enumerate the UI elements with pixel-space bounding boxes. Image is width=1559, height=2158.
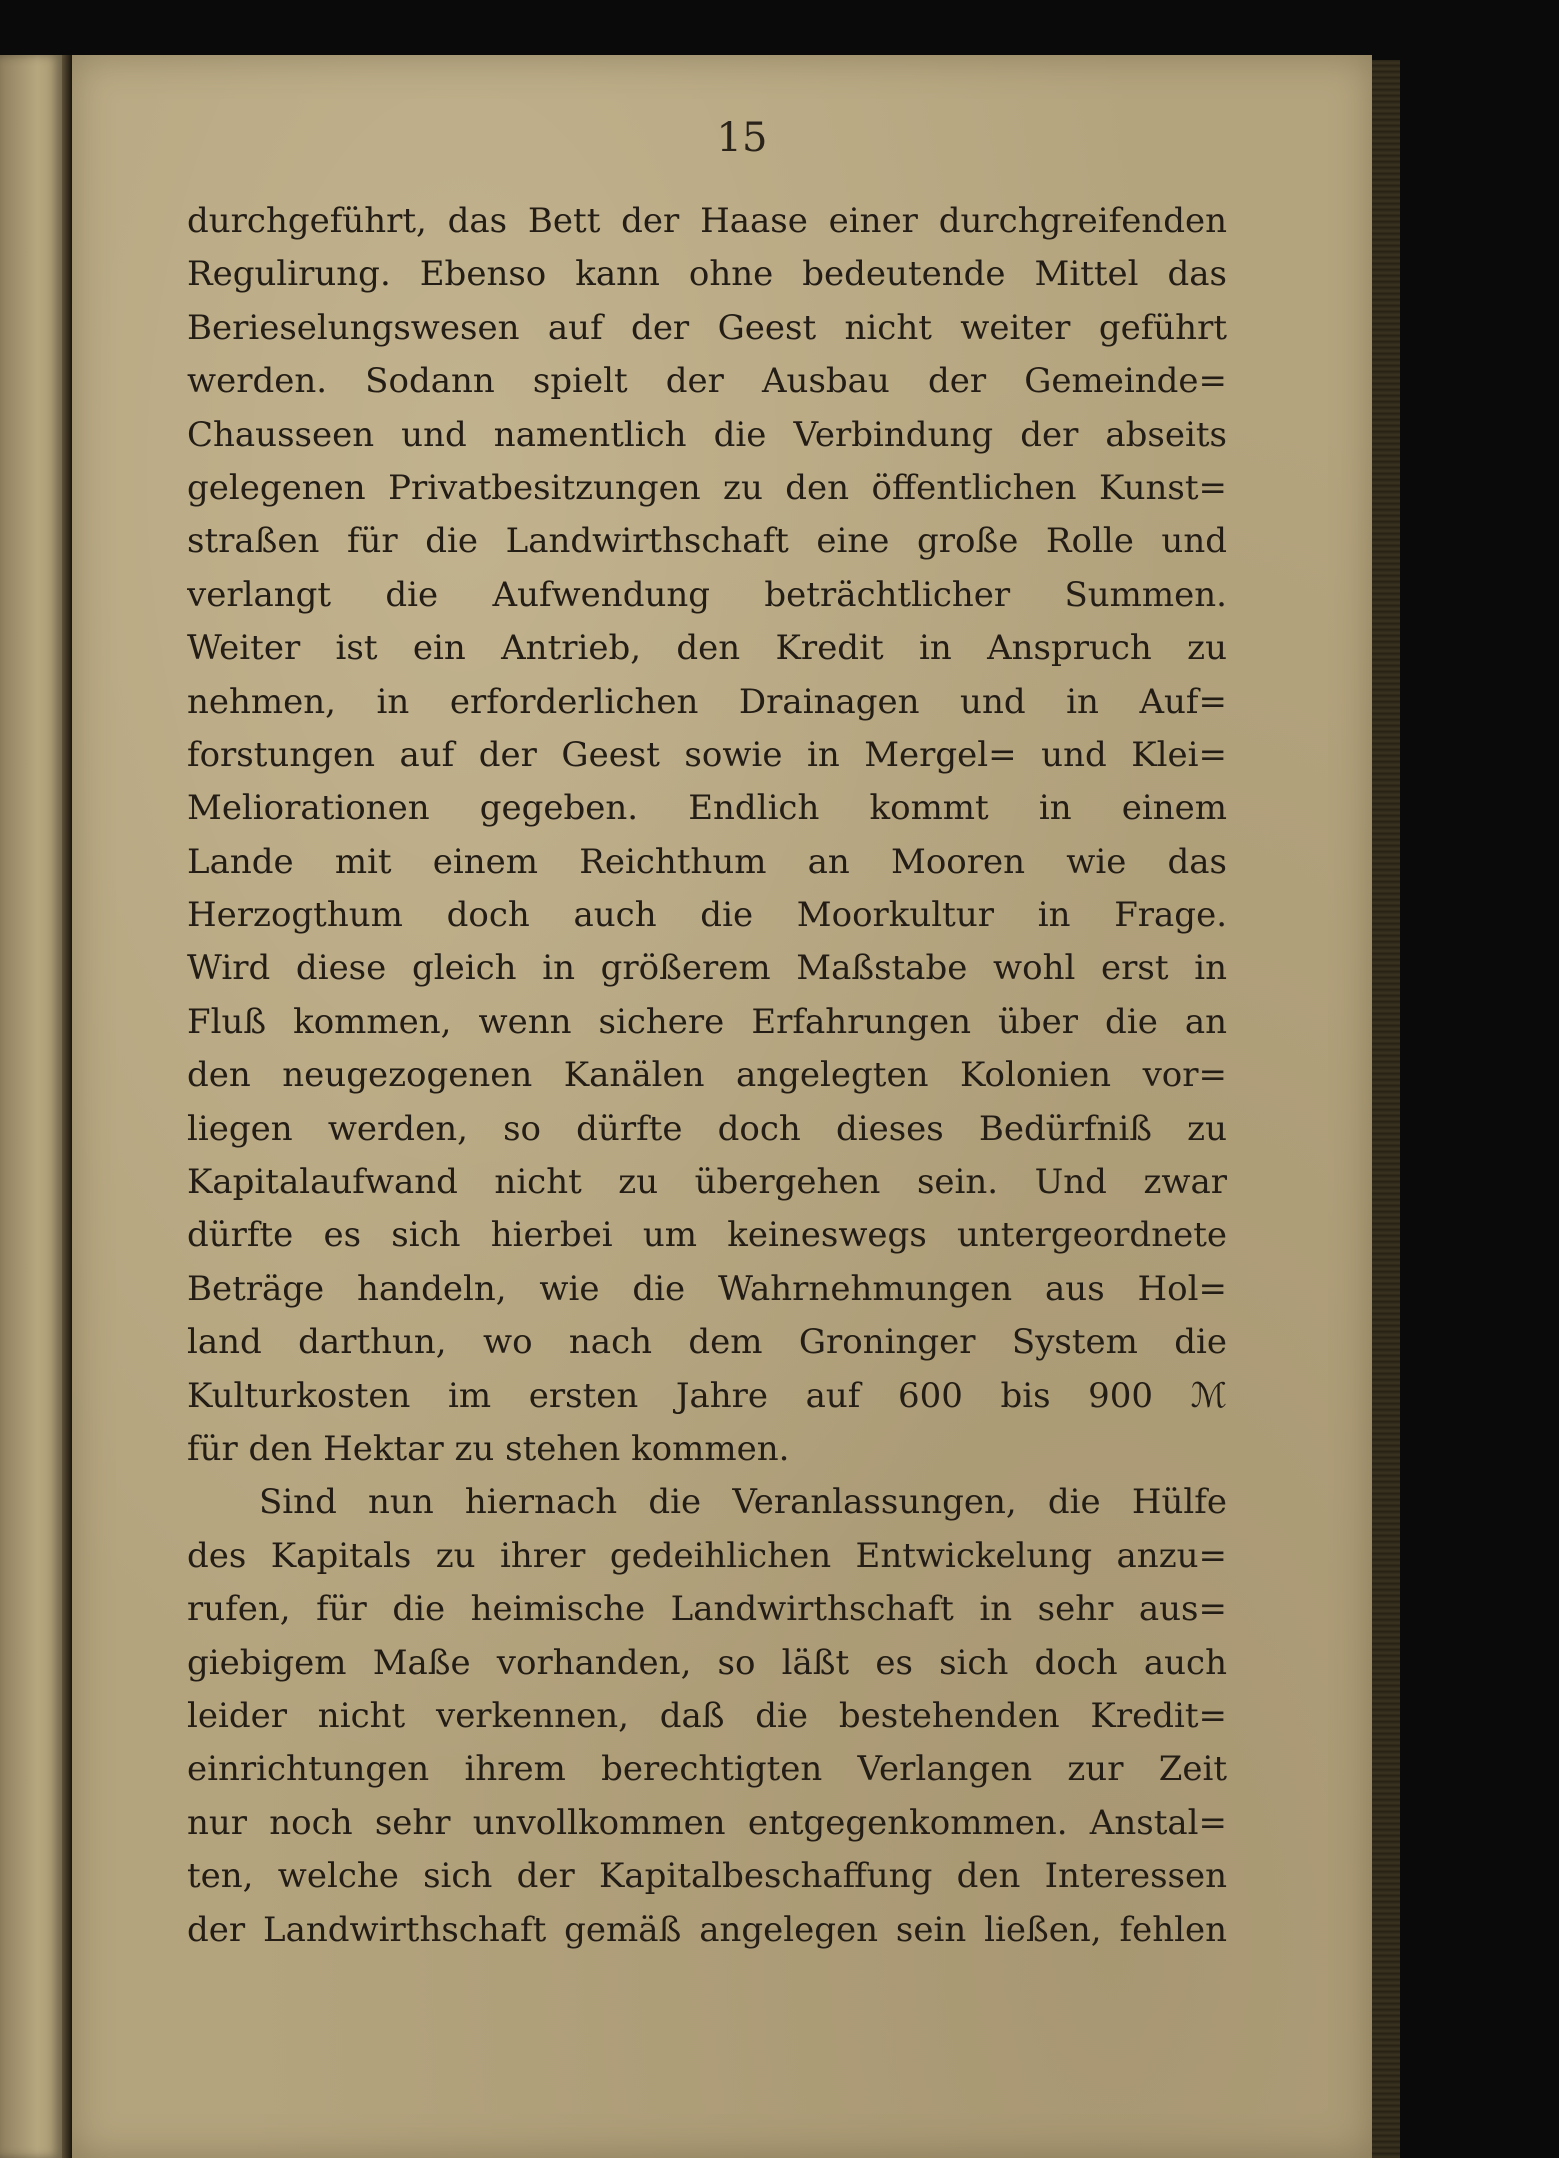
text-line: dürfte es sich hierbei um keineswegs untergeordnete [187, 1215, 1227, 1256]
text-line: land darthun, wo nach dem Groninger System die [187, 1322, 1227, 1363]
text-line: Berieselungswesen auf der Geest nicht weiter geführt [187, 307, 1227, 348]
text-line: Chausseen und namentlich die Verbindung der abseits [187, 414, 1227, 455]
text-line: nehmen, in erforderlichen Drainagen und in Auf= [187, 681, 1227, 722]
page-body-text [187, 195, 1227, 1957]
text-line: Beträge handeln, wie die Wahrnehmungen aus Hol= [187, 1268, 1227, 1309]
text-line: verlangt die Aufwendung beträchtlicher Summen. [187, 574, 1227, 615]
book-edge [1372, 60, 1400, 2158]
text-line: Kulturkosten im ersten Jahre auf 600 bis 900 ℳ [187, 1375, 1227, 1416]
text-line: den neugezogenen Kanälen angelegten Kolonien vor= [187, 1055, 1227, 1096]
text-line: der Landwirthschaft gemäß angelegen sein ließen, fehlen [187, 1909, 1227, 1950]
text-line: Lande mit einem Reichthum an Mooren wie das [187, 841, 1227, 882]
text-line: einrichtungen ihrem berechtigten Verlangen zur Zeit [187, 1749, 1227, 1790]
text-line: straßen für die Landwirthschaft eine große Rolle und [187, 521, 1227, 562]
text-line: rufen, für die heimische Landwirthschaft in sehr aus= [187, 1589, 1227, 1630]
text-line: gelegenen Privatbesitzungen zu den öffentlichen Kunst= [187, 467, 1227, 508]
text-line: giebigem Maße vorhanden, so läßt es sich doch auch [187, 1642, 1227, 1683]
text-line: für den Hektar zu stehen kommen. [187, 1428, 790, 1469]
text-line: Regulirung. Ebenso kann ohne bedeutende Mittel das [187, 254, 1227, 295]
text-line: ten, welche sich der Kapitalbeschaffung den Interessen [187, 1856, 1227, 1897]
text-line: des Kapitals zu ihrer gedeihlichen Entwickelung anzu= [187, 1535, 1227, 1576]
text-line: Wird diese gleich in größerem Maßstabe wohl erst in [187, 948, 1227, 989]
text-line: durchgeführt, das Bett der Haase einer durchgreifenden [187, 201, 1227, 241]
text-line: werden. Sodann spielt der Ausbau der Gemeinde= [187, 361, 1227, 402]
text-line: Sind nun hiernach die Veranlassungen, die Hülfe [259, 1482, 1227, 1523]
previous-page-edge [0, 55, 62, 2158]
text-line: Meliorationen gegeben. Endlich kommt in einem [187, 788, 1227, 829]
text-line: Kapitalaufwand nicht zu übergehen sein. Und zwar [187, 1162, 1227, 1203]
text-line: Fluß kommen, wenn sichere Erfahrungen über die an [187, 1001, 1227, 1042]
book-gutter [62, 55, 72, 2158]
text-line: forstungen auf der Geest sowie in Mergel= und Klei= [187, 734, 1227, 775]
text-line: Weiter ist ein Antrieb, den Kredit in Anspruch zu [187, 628, 1227, 669]
text-line: liegen werden, so dürfte doch dieses Bedürfniß zu [187, 1108, 1227, 1149]
page-number: 15 [716, 115, 768, 161]
text-line: leider nicht verkennen, daß die bestehenden Kredit= [187, 1695, 1227, 1736]
text-line: nur noch sehr unvollkommen entgegenkommen. Anstal= [187, 1802, 1227, 1843]
text-line: Herzogthum doch auch die Moorkultur in Frage. [187, 895, 1227, 936]
book-page [72, 55, 1372, 2158]
